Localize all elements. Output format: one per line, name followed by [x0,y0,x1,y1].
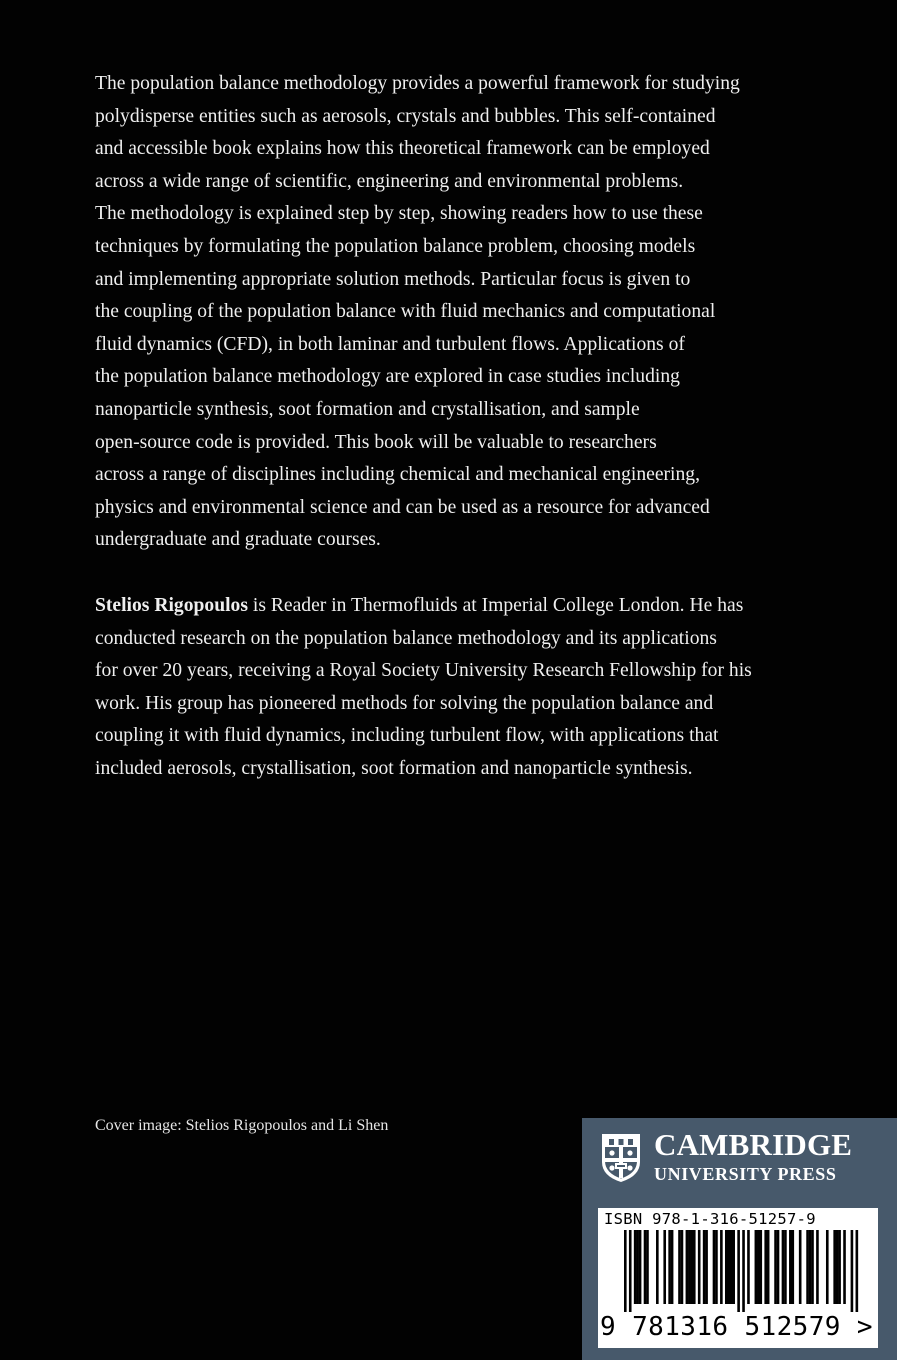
barcode-bar [747,1230,750,1304]
bio-line: conducted research on the population balance methodology and its applications [95,627,717,649]
barcode-bar [671,1230,674,1304]
barcode-bar [634,1230,637,1304]
barcode-bar [727,1230,730,1304]
description-line: techniques by formulating the population balance problem, choosing models [95,235,696,257]
barcode-bar [691,1230,694,1304]
barcode-bar [856,1230,859,1312]
barcode-bar [686,1230,689,1304]
barcode-bar [764,1230,767,1304]
barcode-bar [777,1230,780,1304]
barcode-digits: 9 781316 512579 > [600,1312,873,1342]
description-line: across a range of disciplines including chemical and mechanical engineering, [95,464,700,486]
barcode-bar [833,1230,836,1304]
description-line: the coupling of the population balance with fluid mechanics and computational [95,301,716,323]
description-line: undergraduate and graduate courses. [95,529,381,551]
barcode-bar [737,1230,740,1312]
barcode-bar [644,1230,647,1304]
barcode-bar [836,1230,839,1304]
description-line: fluid dynamics (CFD), in both laminar and turbulent flows. Applications of [95,333,685,355]
bio-first-line-text: is Reader in Thermofluids at Imperial College London. He has [247,595,744,616]
bio-line: for over 20 years, receiving a Royal Society University Research Fellowship for his [95,660,752,682]
description-line: across a wide range of scientific, engineering and environmental problems. [95,170,684,192]
barcode-bar [742,1230,745,1312]
barcode-bar [703,1230,706,1304]
barcode-bar [668,1230,671,1304]
barcode-bar [639,1230,642,1304]
bio-line [95,590,807,623]
barcode-bar [720,1230,723,1304]
publisher-name: CAMBRIDGE [654,1127,853,1162]
author-name: Stelios Rigopoulos [95,595,248,616]
barcode-bar [688,1230,691,1304]
description-line: and implementing appropriate solution methods. Particular focus is given to [95,268,691,290]
barcode-bar [624,1230,627,1312]
barcode-bar [806,1230,809,1304]
barcode-bar [816,1230,819,1304]
description-line: physics and environmental science and can be used as a resource for advanced [95,496,710,518]
publisher-panel [582,1118,897,1360]
description-line: polydisperse entities such as aerosols, crystals and bubbles. This self-contained [95,105,716,127]
barcode-bar [799,1230,802,1304]
barcode-bar [646,1230,649,1304]
barcode-bar [789,1230,792,1304]
barcode-bar [663,1230,666,1304]
barcode-bar [705,1230,708,1304]
barcode-bar [698,1230,701,1304]
barcode-bar [693,1230,696,1304]
barcode-bar [774,1230,777,1304]
barcode-bar [636,1230,639,1304]
barcode-bar [715,1230,718,1304]
barcode-bars [606,1230,872,1312]
isbn-label: ISBN 978-1-316-51257-9 [604,1210,816,1228]
description-line: The methodology is explained step by step, showing readers how to use these [95,203,703,225]
barcode-bar [811,1230,814,1304]
cover-image-credit: Cover image: Stelios Rigopoulos and Li Shen [95,1117,389,1134]
publisher-subname: UNIVERSITY PRESS [654,1164,837,1184]
description-line: open-source code is provided. This book will be valuable to researchers [95,431,657,453]
barcode-bar [826,1230,829,1304]
barcode-bar [725,1230,728,1304]
barcode-bar [681,1230,684,1304]
barcode-bar [656,1230,659,1304]
barcode-bar [843,1230,846,1304]
cambridge-crest-icon [600,1132,642,1184]
description-line: The population balance methodology provides a powerful framework for studying [95,73,740,94]
barcode-bar [791,1230,794,1304]
description-line: the population balance methodology are explored in case studies including [95,366,680,388]
book-description [95,68,807,557]
barcode-bar [809,1230,812,1304]
barcode-bar [755,1230,758,1304]
bio-line: coupling it with fluid dynamics, including turbulent flow, with applications that [95,725,719,747]
barcode [598,1208,878,1348]
barcode-bar [838,1230,841,1304]
barcode-bar [713,1230,716,1304]
bio-line: included aerosols, crystallisation, soot formation and nanoparticle synthesis. [95,757,693,779]
description-line: nanoparticle synthesis, soot formation and crystallisation, and sample [95,398,640,420]
barcode-bar [678,1230,681,1304]
barcode-bar [759,1230,762,1304]
bio-line: work. His group has pioneered methods for solving the population balance and [95,692,714,714]
description-line: and accessible book explains how this theoretical framework can be employed [95,138,710,160]
barcode-bar [629,1230,632,1312]
barcode-bar [782,1230,785,1304]
barcode-bar [784,1230,787,1304]
barcode-bar [732,1230,735,1304]
barcode-bar [730,1230,733,1304]
barcode-bar [757,1230,760,1304]
barcode-bar [851,1230,854,1312]
barcode-bar [767,1230,770,1304]
author-bio [95,590,807,786]
